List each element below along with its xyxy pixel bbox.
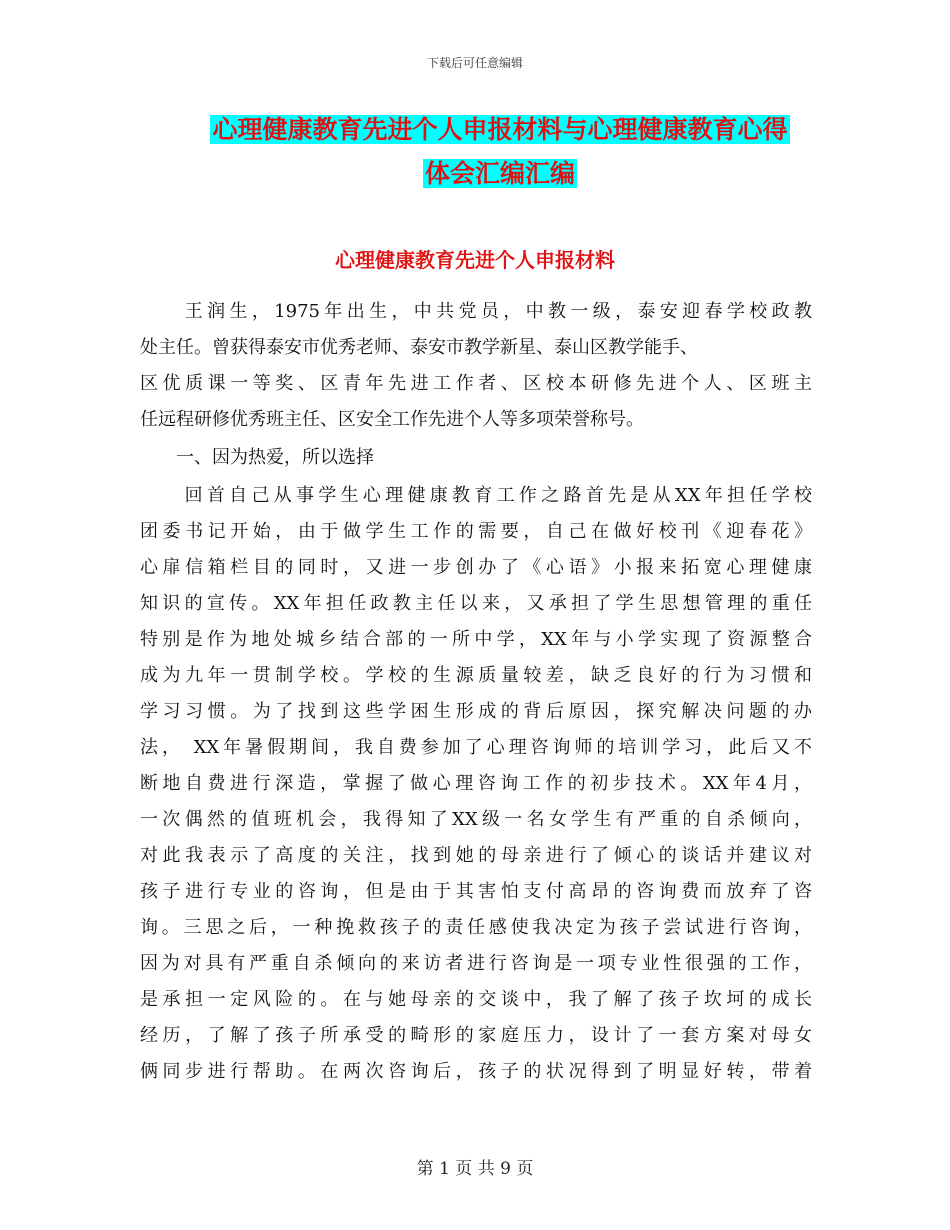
document-title-line-2 (190, 154, 810, 194)
body-line: 经历，了解了孩子所承受的畸形的家庭压力，设计了一套方案对母女 (140, 1025, 812, 1046)
title-highlight-1: 心理健康教育先进个人申报材料与心理健康教育心得 (212, 115, 788, 144)
body-line: 对此我表示了高度的关注，找到她的母亲进行了倾心的谈话并建议对 (140, 845, 812, 866)
body-line: 回首自己从事学生心理健康教育工作之路首先是从XX年担任学校 (140, 485, 812, 506)
body-line: 心扉信箱栏目的同时，又进一步创办了《心语》小报来拓宽心理健康 (140, 557, 812, 578)
body-line: 一次偶然的值班机会，我得知了XX级一名女学生有严重的自杀倾向， (140, 809, 812, 830)
body-line: 特别是作为地处城乡结合部的一所中学，XX年与小学实现了资源整合 (140, 629, 812, 650)
body-line: 知识的宣传。XX年担任政教主任以来，又承担了学生思想管理的重任 (140, 593, 812, 614)
body-line: 成为九年一贯制学校。学校的生源质量较差，缺乏良好的行为习惯和 (140, 665, 812, 686)
body-line: 是承担一定风险的。在与她母亲的交谈中，我了解了孩子坎坷的成长 (140, 989, 812, 1010)
body-line: 断地自费进行深造，掌握了做心理咨询工作的初步技术。XX年4月， (140, 773, 812, 794)
body-line: 询。三思之后，一种挽救孩子的责任感使我决定为孩子尝试进行咨询， (140, 917, 812, 938)
body-line: 因为对具有严重自杀倾向的来访者进行咨询是一项专业性很强的工作， (140, 953, 812, 974)
page-header: 下载后可任意编辑 (426, 56, 523, 70)
body-line: 任远程研修优秀班主任、区安全工作先进个人等多项荣誉称号。 (140, 409, 644, 430)
body-line: 法， XX年暑假期间，我自费参加了心理咨询师的培训学习，此后又不 (140, 737, 812, 758)
body-line: 处主任。曾获得泰安市优秀老师、泰安市教学新星、泰山区教学能手、 (140, 337, 698, 358)
body-line: 王润生，1975年出生，中共党员，中教一级，泰安迎春学校政教 (140, 301, 812, 322)
body-line: 俩同步进行帮助。在两次咨询后，孩子的状况得到了明显好转，带着 (140, 1061, 812, 1082)
document-title-line-1 (190, 110, 810, 150)
title-highlight-2: 体会汇编汇编 (424, 159, 575, 188)
body-line: 团委书记开始，由于做学生工作的需要，自己在做好校刊《迎春花》 (140, 521, 812, 542)
body-line: 学习习惯。为了找到这些学困生形成的背后原因，探究解决问题的办 (140, 701, 812, 722)
body-line: 孩子进行专业的咨询，但是由于其害怕支付高昂的咨询费而放弃了咨 (140, 881, 812, 902)
body-line: 一、因为热爱，所以选择 (140, 447, 374, 468)
page-footer: 第 1 页 共 9 页 (416, 1159, 534, 1179)
section-title: 心理健康教育先进个人申报材料 (335, 248, 615, 272)
body-line: 区优质课一等奖、区青年先进工作者、区校本研修先进个人、区班主 (140, 373, 812, 394)
